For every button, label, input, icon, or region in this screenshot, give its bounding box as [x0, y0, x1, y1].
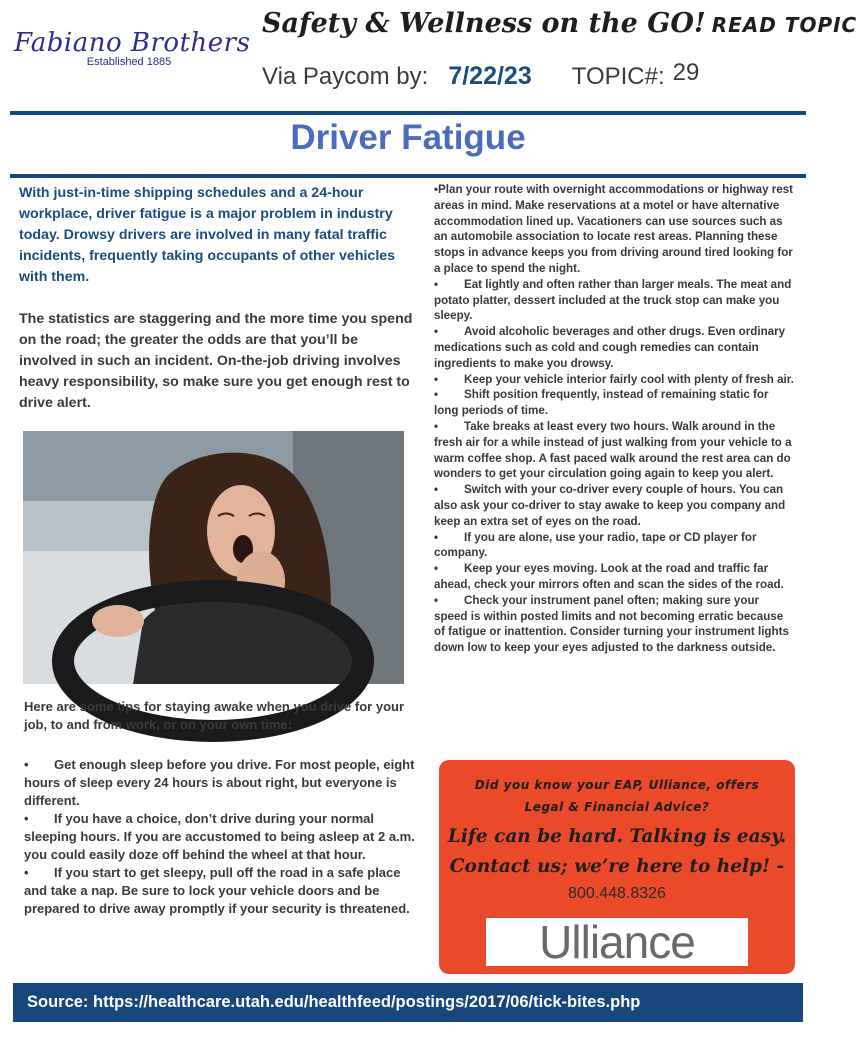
eap-question: Did you know your EAP, Ulliance, offers Legal & Financial Advice?: [474, 778, 760, 814]
bullet-icon: •: [434, 530, 439, 544]
eap-slogan: Life can be hard. Talking is easy. Contact us; we’re here to help! -: [447, 826, 787, 877]
source-bar[interactable]: Source: https://healthcare.utah.edu/healthfeed/postings/2017/06/tick-bites.php: [13, 983, 803, 1022]
eap-callout: [439, 760, 795, 974]
drowsy-driver-photo: [23, 431, 404, 684]
list-item: • If you are alone, use your radio, tape or CD player for company.: [434, 530, 757, 560]
list-item: • Avoid alcoholic beverages and other drugs. Even ordinary medications such as cold and cough remedies can contain ingredients to make you drowsy.: [434, 325, 786, 370]
header-title: [262, 8, 857, 39]
bullet-icon: •: [434, 372, 439, 386]
header-read-topic: READ TOPIC: [711, 13, 857, 37]
page-title: Driver Fatigue: [290, 118, 526, 157]
bullet-icon: •: [434, 483, 439, 497]
bullet-icon: •: [24, 757, 29, 772]
tips-list-right: [434, 182, 794, 656]
tips-list-left: [24, 756, 426, 918]
bullet-icon: •: [24, 865, 29, 880]
eap-phone[interactable]: 800.448.8326: [568, 885, 666, 902]
bullet-icon: •: [434, 388, 439, 402]
topic-number: 29: [672, 59, 700, 86]
intro-section: [19, 183, 419, 414]
ulliance-logo: [486, 918, 748, 966]
logo-established: Established 1885: [86, 56, 172, 68]
list-item: • Get enough sleep before you drive. For most people, eight hours of sleep every 24 hours is about right, but everyone is different.: [24, 757, 415, 808]
list-item: • If you start to get sleepy, pull off the road in a safe place and take a nap. Be sure to lock your vehicle doors and be prepared to drive away promptly if your security is threatened.: [24, 865, 410, 916]
list-item: • Keep your vehicle interior fairly cool with plenty of fresh air.: [434, 372, 794, 386]
list-item: • If you have a choice, don’t drive during your normal sleeping hours. If you are accustomed to being asleep at 2 a.m. you could easily doze off behind the wheel at that hour.: [24, 811, 415, 862]
topic-label: TOPIC#:: [571, 63, 665, 90]
logo-name: Fabiano Brothers: [14, 28, 251, 58]
bullet-icon: •: [434, 562, 439, 576]
list-item: • Check your instrument panel often; making sure your speed is within posted limits and not becoming erratic because of fatigue or inattention. Consider turning your instrument lights down low to keep your eyes adjusted to the darkness outside.: [434, 593, 789, 655]
bullet-icon: •: [24, 811, 29, 826]
header-meta: [262, 59, 700, 91]
bullet-icon: •: [434, 419, 439, 433]
list-item: • Take breaks at least every two hours. Walk around in the fresh air for a while instead of just walking from your vehicle to a warm coffee shop. A fast paced walk around the rest area can do wonders to get your circulation going again to keep you alert.: [434, 419, 792, 481]
intro-lead: With just-in-time shipping schedules and a 24-hour workplace, driver fatigue is a major problem in industry today. Drowsy drivers are involved in many fatal traffic incidents, frequently taking occupants of other vehicles with them.: [19, 185, 396, 285]
list-item: •Plan your route with overnight accommodations or highway rest areas in mind. Make reservations at a motel or have alternative accommodation lined up. Vacationers can use sources such as an automobile association to locate rest areas. Planning these stops in advance keeps you from driving around tired looking for a place to spend the night.: [434, 183, 794, 275]
list-item: • Shift position frequently, instead of remaining static for long periods of time.: [434, 388, 769, 418]
list-item: • Keep your eyes moving. Look at the road and traffic far ahead, check your mirrors often and scan the sides of the road.: [434, 562, 784, 591]
list-item: • Switch with your co-driver every couple of hours. You can also ask your co-driver to stay awake to keep you company and keep an extra set of eyes on the road.: [434, 483, 786, 528]
tips-intro: Here are some tips for staying awake when you drive for your job, to and from work, or on your own time:: [24, 699, 405, 732]
bullet-icon: •: [434, 325, 439, 339]
via-label: Via Paycom by:: [262, 63, 429, 90]
bullet-icon: •: [434, 277, 439, 291]
intro-stats: The statistics are staggering and the more time you spend on the road; the greater the odds are that you’ll be involved in such an incident. On-the-job driving involves heavy responsibility, so make sure you get enough rest to drive alert.: [19, 311, 413, 411]
divider-top: [10, 111, 806, 115]
ulliance-logo-text: Ulliance: [539, 916, 695, 968]
topic-date: 7/22/23: [448, 62, 532, 90]
bullet-icon: •: [434, 593, 439, 607]
divider-bottom: [10, 174, 806, 178]
header-title-script: Safety & Wellness on the GO!: [262, 8, 706, 39]
company-logo: [14, 28, 251, 68]
drowsy-driver-illustration: [23, 431, 404, 684]
list-item: • Eat lightly and often rather than larger meals. The meat and potato platter, dessert included at the truck stop can make you sleepy.: [434, 277, 792, 323]
